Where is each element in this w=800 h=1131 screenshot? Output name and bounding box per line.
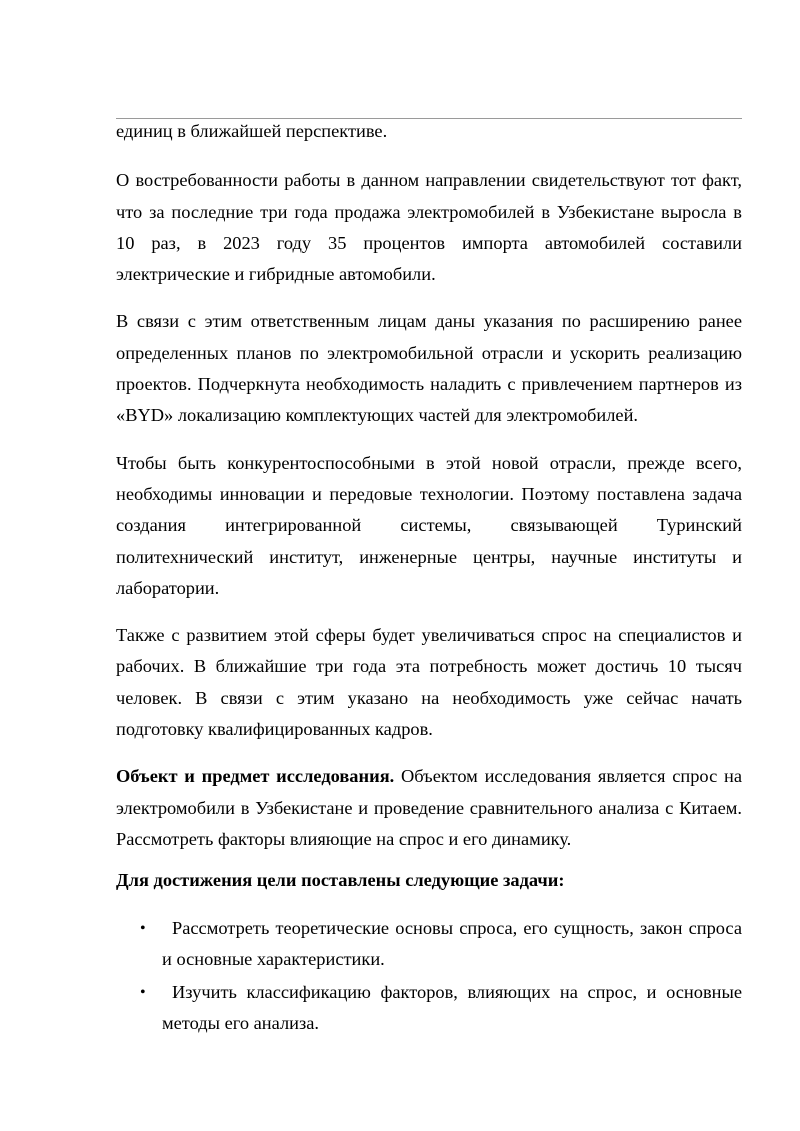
research-object-text: Объектом исследования является спрос на электромобили в Узбекистане и проведение сравнительного анализа с Китаем. Рассмотреть факторы влияющие на спрос и его динамику. [116, 766, 742, 849]
continuation-line: единиц в ближайшей перспективе. [116, 121, 388, 141]
research-object-lead: Объект и предмет исследования. [116, 766, 395, 787]
tasks-heading: Для достижения цели поставлены следующие задачи: [116, 870, 565, 891]
bullet-icon: • [140, 919, 146, 937]
paragraph-specialists: Также с развитием этой сферы будет увеличиваться спрос на специалистов и рабочих. В ближайшие три года эта потребность может достичь 10 тысяч человек. В связи с этим указано на необходимость уже сейчас начать подготовку квалифицированных кадров. [116, 625, 742, 740]
list-item [116, 977, 742, 1040]
paragraph-research-object [116, 761, 742, 855]
document-body [116, 116, 742, 1042]
task-text: Рассмотреть теоретические основы спроса, его сущность, закон спроса и основные характеристики. [162, 917, 742, 969]
list-item [116, 913, 742, 976]
paragraph-innovation: Чтобы быть конкурентоспособными в этой новой отрасли, прежде всего, необходимы инновации и передовые технологии. Поэтому поставлена задача создания интегрированной системы, связывающей Туринский политехнический институт, инженерные центры, научные институты и лаборатории. [116, 452, 742, 598]
tasks-list [116, 913, 742, 1040]
bullet-icon: • [140, 984, 146, 1002]
task-text: Изучить классификацию факторов, влияющих на спрос, и основные методы его анализа. [162, 982, 742, 1034]
paragraph-demand-evidence: О востребованности работы в данном направлении свидетельствуют тот факт, что за последние три года продажа электромобилей в Узбекистане выросла в 10 раз, в 2023 году 35 процентов импорта автомобилей составили электрические и гибридные автомобили. [116, 170, 742, 285]
paragraph-instructions: В связи с этим ответственным лицам даны указания по расширению ранее определенных планов по электромобильной отрасли и ускорить реализацию проектов. Подчеркнута необходимость наладить с привлечением партнеров из «BYD» локализацию комплектующих частей для электромобилей. [116, 311, 742, 426]
